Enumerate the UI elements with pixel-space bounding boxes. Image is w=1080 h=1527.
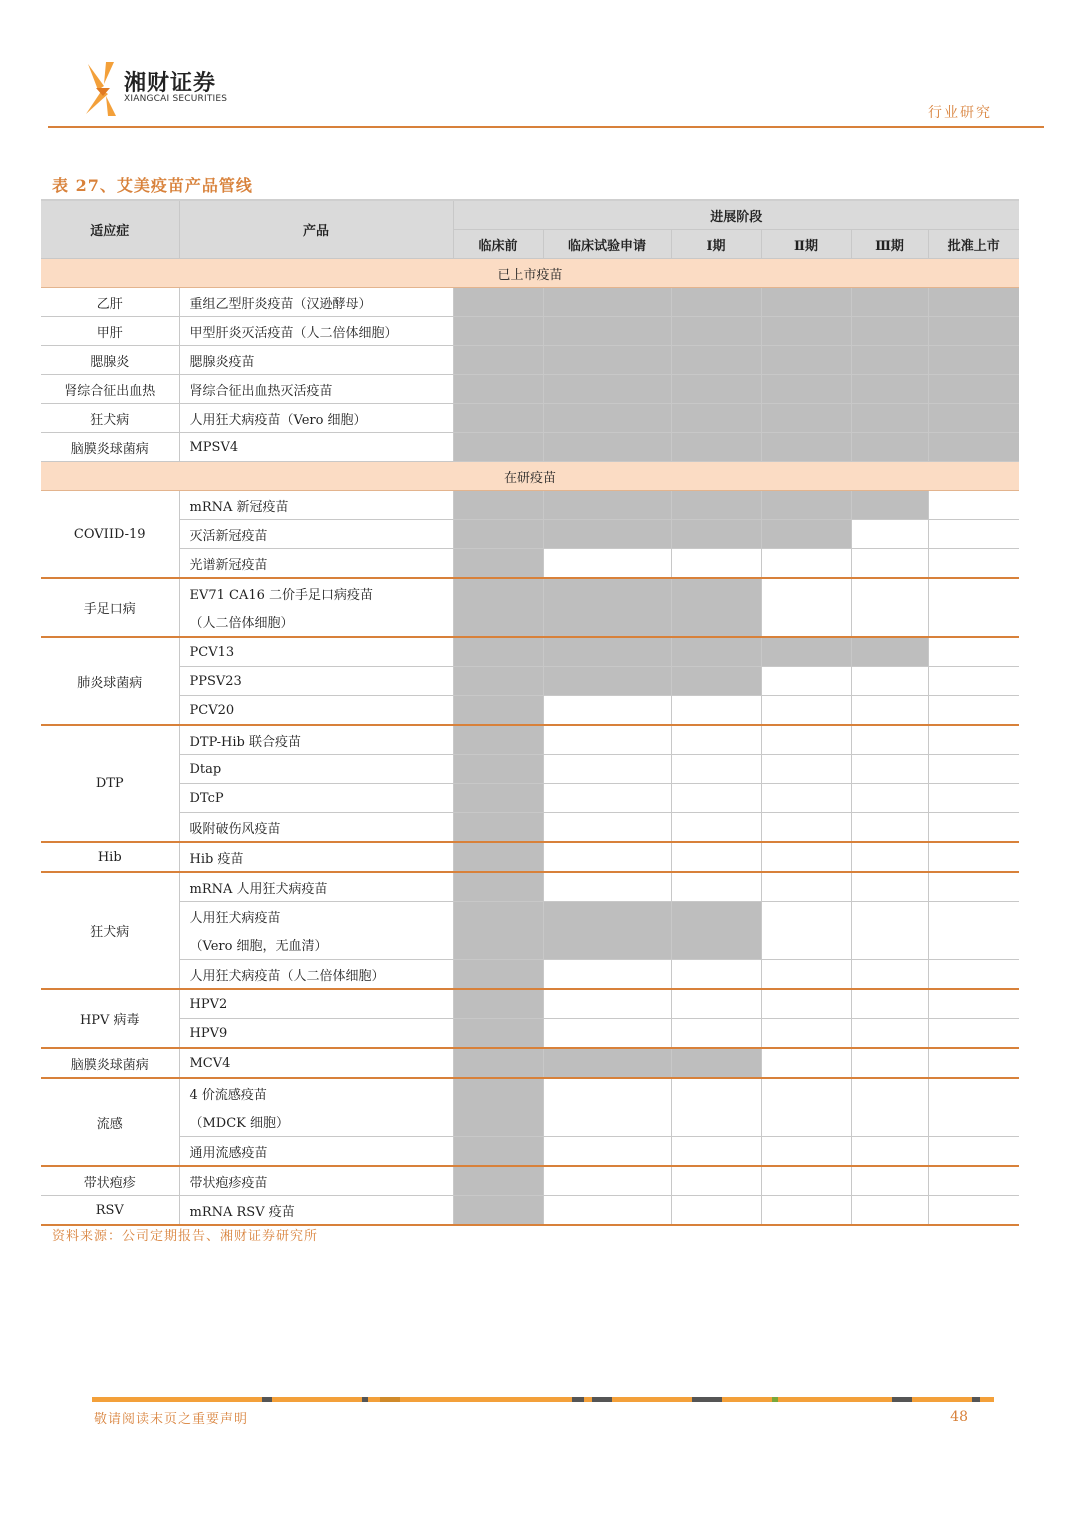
stage-header: Ⅱ期 [761, 230, 851, 259]
stage-cell-filled [851, 317, 928, 346]
stage-cell-empty [851, 813, 928, 843]
stage-cell-empty [928, 1048, 1019, 1078]
section-title: 已上市疫苗 [41, 259, 1019, 288]
product-cell [179, 549, 453, 579]
stage-cell-empty [671, 872, 761, 902]
table-row [41, 491, 1019, 520]
product-cell [179, 578, 453, 637]
stage-cell-empty [761, 784, 851, 813]
product-name: HPV9 [189, 1025, 228, 1041]
stage-cell-empty [928, 960, 1019, 990]
stage-cell-empty [851, 1048, 928, 1078]
stage-cell-empty [761, 960, 851, 990]
stage-cell-filled [453, 960, 543, 990]
stage-cell-filled [761, 346, 851, 375]
stage-cell-empty [671, 784, 761, 813]
indication-cell: RSV [41, 1196, 179, 1226]
stage-cell-filled [453, 725, 543, 755]
stage-cell-empty [671, 842, 761, 872]
stage-cell-empty [761, 1019, 851, 1049]
stage-cell-filled [543, 346, 671, 375]
stage-cell-filled [851, 288, 928, 317]
indication-cell: 脑膜炎球菌病 [41, 433, 179, 462]
stage-cell-empty [671, 1196, 761, 1226]
stage-cell-empty [928, 902, 1019, 960]
stage-cell-filled [453, 549, 543, 579]
stage-cell-filled [543, 1048, 671, 1078]
stage-cell-empty [851, 667, 928, 696]
section-row [41, 259, 1019, 288]
product-name: 人用狂犬病疫苗（Vero 细胞） [189, 412, 367, 428]
stage-cell-filled [761, 520, 851, 549]
stage-cell-empty [928, 667, 1019, 696]
stage-cell-filled [453, 346, 543, 375]
product-name: 灭活新冠疫苗 [189, 528, 268, 544]
product-name: mRNA RSV 疫苗 [189, 1204, 295, 1220]
stage-cell-filled [671, 520, 761, 549]
table-row [41, 696, 1019, 726]
indication-cell: 狂犬病 [41, 404, 179, 433]
stage-cell-empty [928, 755, 1019, 784]
stage-cell-filled [453, 1196, 543, 1226]
stage-header: 临床试验申请 [543, 230, 671, 259]
stage-cell-filled [543, 578, 671, 637]
stage-cell-empty [851, 872, 928, 902]
stage-cell-empty [671, 549, 761, 579]
stage-cell-empty [761, 813, 851, 843]
indication-cell: 腮腺炎 [41, 346, 179, 375]
stage-cell-filled [761, 317, 851, 346]
table-row [41, 1048, 1019, 1078]
stage-cell-empty [761, 667, 851, 696]
stage-cell-empty [761, 902, 851, 960]
column-header-stage-group: 进展阶段 [453, 200, 1019, 230]
stage-cell-filled [543, 433, 671, 462]
stage-cell-filled [453, 1137, 543, 1167]
stage-cell-empty [761, 872, 851, 902]
product-name: MCV4 [189, 1055, 231, 1071]
product-cell [179, 317, 453, 346]
stage-cell-empty [543, 1166, 671, 1196]
stage-cell-filled [453, 1019, 543, 1049]
table-row [41, 637, 1019, 667]
stage-cell-empty [543, 842, 671, 872]
table-row [41, 667, 1019, 696]
product-name: 4 价流感疫苗 [189, 1088, 267, 1103]
stage-cell-filled [671, 1048, 761, 1078]
stage-cell-filled [543, 491, 671, 520]
stage-cell-filled [851, 375, 928, 404]
stage-cell-empty [761, 549, 851, 579]
stage-cell-filled [453, 842, 543, 872]
stage-cell-empty [928, 842, 1019, 872]
stage-cell-empty [851, 1166, 928, 1196]
stage-cell-empty [761, 1166, 851, 1196]
product-cell [179, 784, 453, 813]
stage-cell-empty [928, 1019, 1019, 1049]
table-row [41, 1078, 1019, 1137]
product-cell [179, 872, 453, 902]
stage-cell-empty [851, 578, 928, 637]
product-name: DTcP [189, 790, 224, 806]
stage-cell-filled [453, 404, 543, 433]
pipeline-body [41, 259, 1019, 1226]
stage-cell-empty [928, 989, 1019, 1019]
stage-cell-filled [453, 1078, 543, 1137]
indication-cell: 乙肝 [41, 288, 179, 317]
stage-cell-empty [761, 755, 851, 784]
table-row [41, 842, 1019, 872]
stage-cell-filled [453, 1048, 543, 1078]
stage-cell-filled [453, 696, 543, 726]
stage-cell-filled [671, 288, 761, 317]
product-cell [179, 520, 453, 549]
stage-header: Ⅰ期 [671, 230, 761, 259]
product-cell [179, 1048, 453, 1078]
table-title: 表 27、艾美疫苗产品管线 [52, 176, 253, 195]
stage-cell-empty [761, 1196, 851, 1226]
stage-header: Ⅲ期 [851, 230, 928, 259]
stage-cell-empty [851, 1137, 928, 1167]
table-row [41, 375, 1019, 404]
stage-cell-empty [851, 1019, 928, 1049]
stage-cell-filled [851, 433, 928, 462]
stage-cell-filled [928, 346, 1019, 375]
stage-header: 批准上市 [928, 230, 1019, 259]
page-number: 48 [950, 1409, 968, 1425]
product-cell [179, 842, 453, 872]
stage-cell-empty [543, 960, 671, 990]
stage-cell-empty [761, 1078, 851, 1137]
stage-cell-filled [851, 404, 928, 433]
stage-cell-filled [928, 404, 1019, 433]
stage-cell-empty [671, 1166, 761, 1196]
logo-text-cn: 湘财证券 [124, 71, 217, 96]
stage-header: 临床前 [453, 230, 543, 259]
product-name: 人用狂犬病疫苗 [189, 911, 281, 926]
stage-cell-empty [928, 637, 1019, 667]
product-cell [179, 404, 453, 433]
stage-cell-filled [671, 404, 761, 433]
source-note: 资料来源：公司定期报告、湘财证券研究所 [52, 1229, 319, 1244]
stage-cell-filled [543, 288, 671, 317]
stage-cell-filled [671, 491, 761, 520]
stage-cell-filled [453, 872, 543, 902]
stage-cell-empty [851, 842, 928, 872]
stage-cell-empty [761, 696, 851, 726]
indication-cell: COVIID-19 [41, 491, 179, 579]
table-row [41, 288, 1019, 317]
product-cell [179, 960, 453, 990]
stage-cell-empty [851, 755, 928, 784]
stage-cell-empty [543, 1196, 671, 1226]
stage-cell-filled [761, 288, 851, 317]
stage-cell-filled [453, 637, 543, 667]
table-row [41, 549, 1019, 579]
indication-cell: 带状疱疹 [41, 1166, 179, 1196]
product-name: （人二倍体细胞） [189, 616, 294, 631]
stage-cell-empty [761, 989, 851, 1019]
table-row [41, 989, 1019, 1019]
stage-cell-empty [543, 1019, 671, 1049]
product-cell [179, 813, 453, 843]
stage-cell-empty [671, 1137, 761, 1167]
table-row [41, 346, 1019, 375]
product-name: 重组乙型肝炎疫苗（汉逊酵母） [189, 296, 372, 312]
stage-cell-filled [453, 578, 543, 637]
table-row [41, 755, 1019, 784]
stage-cell-empty [928, 549, 1019, 579]
stage-cell-filled [761, 637, 851, 667]
table-row [41, 813, 1019, 843]
stage-cell-empty [543, 1137, 671, 1167]
table-row [41, 520, 1019, 549]
stage-cell-filled [453, 317, 543, 346]
product-cell [179, 375, 453, 404]
product-cell [179, 1196, 453, 1226]
stage-cell-filled [671, 375, 761, 404]
stage-cell-filled [453, 755, 543, 784]
footer-notice: 敬请阅读末页之重要声明 [94, 1412, 249, 1427]
stage-cell-empty [851, 960, 928, 990]
product-name: 腮腺炎疫苗 [189, 354, 255, 370]
product-name: PPSV23 [189, 673, 242, 689]
product-name: PCV13 [189, 644, 235, 660]
stage-cell-empty [928, 1166, 1019, 1196]
stage-cell-filled [851, 637, 928, 667]
stage-cell-empty [851, 784, 928, 813]
section-row [41, 462, 1019, 491]
table-row [41, 404, 1019, 433]
product-cell [179, 989, 453, 1019]
table-row [41, 578, 1019, 637]
stage-cell-filled [671, 667, 761, 696]
product-name: DTP-Hib 联合疫苗 [189, 734, 301, 750]
product-name: 光谱新冠疫苗 [189, 557, 268, 573]
indication-cell: 狂犬病 [41, 872, 179, 989]
stage-cell-filled [453, 491, 543, 520]
stage-cell-empty [851, 1078, 928, 1137]
stage-cell-empty [761, 1137, 851, 1167]
product-cell [179, 637, 453, 667]
stage-cell-filled [543, 637, 671, 667]
company-logo [84, 58, 234, 118]
table-row [41, 725, 1019, 755]
stage-cell-filled [928, 288, 1019, 317]
stage-cell-empty [851, 725, 928, 755]
stage-cell-empty [928, 696, 1019, 726]
stage-cell-empty [671, 725, 761, 755]
product-cell [179, 1078, 453, 1137]
table-row [41, 317, 1019, 346]
stage-cell-filled [543, 667, 671, 696]
stage-cell-filled [928, 317, 1019, 346]
product-name: 肾综合征出血热灭活疫苗 [189, 383, 333, 399]
stage-cell-empty [851, 902, 928, 960]
stage-cell-filled [543, 404, 671, 433]
indication-cell: Hib [41, 842, 179, 872]
stage-cell-filled [671, 578, 761, 637]
product-cell [179, 491, 453, 520]
column-header-product: 产品 [179, 200, 453, 259]
stage-cell-empty [928, 725, 1019, 755]
stage-cell-empty [761, 842, 851, 872]
indication-cell: 流感 [41, 1078, 179, 1166]
product-name: MPSV4 [189, 439, 239, 455]
footer-divider [92, 1397, 994, 1402]
stage-cell-empty [543, 549, 671, 579]
stage-cell-empty [543, 989, 671, 1019]
stage-cell-filled [453, 667, 543, 696]
product-cell [179, 725, 453, 755]
stage-cell-filled [928, 375, 1019, 404]
stage-cell-empty [671, 1019, 761, 1049]
indication-cell: 甲肝 [41, 317, 179, 346]
stage-cell-empty [761, 578, 851, 637]
table-row [41, 433, 1019, 462]
stage-cell-empty [851, 696, 928, 726]
table-row [41, 1196, 1019, 1226]
stage-cell-empty [543, 755, 671, 784]
stage-cell-empty [928, 872, 1019, 902]
logo-mark-icon [84, 60, 118, 118]
stage-cell-filled [761, 433, 851, 462]
stage-cell-empty [543, 872, 671, 902]
product-name: mRNA 人用狂犬病疫苗 [189, 881, 328, 897]
product-name: Hib 疫苗 [189, 851, 244, 867]
product-name: PCV20 [189, 702, 235, 718]
stage-cell-filled [453, 813, 543, 843]
stage-cell-filled [453, 784, 543, 813]
stage-cell-filled [761, 491, 851, 520]
stage-cell-empty [928, 1196, 1019, 1226]
stage-cell-empty [928, 1137, 1019, 1167]
product-cell [179, 433, 453, 462]
product-cell [179, 696, 453, 726]
stage-cell-empty [671, 989, 761, 1019]
logo-text-en: XIANGCAI SECURITIES [124, 94, 228, 104]
product-cell [179, 1137, 453, 1167]
table-row [41, 1019, 1019, 1049]
table-row [41, 872, 1019, 902]
stage-cell-empty [543, 813, 671, 843]
product-cell [179, 755, 453, 784]
header-divider [48, 126, 1044, 128]
product-cell [179, 1166, 453, 1196]
stage-cell-filled [761, 404, 851, 433]
stage-cell-empty [928, 1078, 1019, 1137]
product-cell [179, 1019, 453, 1049]
table-row [41, 784, 1019, 813]
product-name: 带状疱疹疫苗 [189, 1175, 268, 1191]
product-cell [179, 667, 453, 696]
stage-cell-empty [543, 784, 671, 813]
stage-cell-filled [928, 433, 1019, 462]
stage-cell-empty [928, 578, 1019, 637]
stage-cell-empty [928, 784, 1019, 813]
stage-cell-filled [671, 317, 761, 346]
indication-cell: 肺炎球菌病 [41, 637, 179, 725]
stage-cell-filled [453, 902, 543, 960]
indication-cell: DTP [41, 725, 179, 842]
product-name: 吸附破伤风疫苗 [189, 821, 281, 837]
stage-cell-filled [671, 346, 761, 375]
stage-cell-filled [671, 902, 761, 960]
indication-cell: 肾综合征出血热 [41, 375, 179, 404]
stage-cell-filled [543, 520, 671, 549]
stage-cell-filled [851, 491, 928, 520]
section-title: 在研疫苗 [41, 462, 1019, 491]
indication-cell: 脑膜炎球菌病 [41, 1048, 179, 1078]
stage-cell-filled [453, 288, 543, 317]
stage-cell-empty [761, 725, 851, 755]
stage-cell-empty [928, 520, 1019, 549]
stage-cell-empty [851, 1196, 928, 1226]
product-name: Dtap [189, 761, 222, 777]
stage-cell-filled [543, 902, 671, 960]
stage-cell-filled [671, 433, 761, 462]
stage-cell-filled [543, 375, 671, 404]
stage-cell-empty [671, 755, 761, 784]
indication-cell: HPV 病毒 [41, 989, 179, 1048]
stage-cell-empty [851, 989, 928, 1019]
stage-cell-empty [671, 960, 761, 990]
indication-cell: 手足口病 [41, 578, 179, 637]
stage-cell-empty [928, 813, 1019, 843]
table-row [41, 960, 1019, 990]
pipeline-table [41, 199, 1019, 1226]
stage-cell-empty [543, 1078, 671, 1137]
product-name: （Vero 细胞，无血清） [189, 939, 328, 954]
stage-cell-empty [928, 491, 1019, 520]
product-name: （MDCK 细胞） [189, 1116, 290, 1131]
stage-cell-filled [453, 520, 543, 549]
product-cell [179, 902, 453, 960]
product-name: 甲型肝炎灭活疫苗（人二倍体细胞） [189, 325, 398, 341]
product-name: 人用狂犬病疫苗（人二倍体细胞） [189, 968, 385, 984]
stage-cell-filled [761, 375, 851, 404]
stage-cell-filled [453, 989, 543, 1019]
product-cell [179, 288, 453, 317]
stage-cell-filled [543, 317, 671, 346]
column-header-indication: 适应症 [41, 200, 179, 259]
table-row [41, 902, 1019, 960]
stage-cell-filled [453, 433, 543, 462]
stage-cell-empty [543, 696, 671, 726]
stage-cell-empty [671, 696, 761, 726]
product-name: mRNA 新冠疫苗 [189, 499, 289, 515]
stage-cell-filled [453, 1166, 543, 1196]
stage-cell-empty [761, 1048, 851, 1078]
stage-cell-filled [851, 346, 928, 375]
stage-cell-empty [851, 520, 928, 549]
stage-cell-filled [671, 637, 761, 667]
product-name: EV71 CA16 二价手足口病疫苗 [189, 588, 374, 603]
stage-cell-empty [851, 549, 928, 579]
table-row [41, 1166, 1019, 1196]
stage-cell-empty [671, 1078, 761, 1137]
product-name: 通用流感疫苗 [189, 1145, 268, 1161]
stage-cell-empty [543, 725, 671, 755]
table-row [41, 1137, 1019, 1167]
stage-cell-empty [671, 813, 761, 843]
product-cell [179, 346, 453, 375]
report-category: 行业研究 [928, 105, 992, 121]
product-name: HPV2 [189, 996, 228, 1012]
stage-cell-filled [453, 375, 543, 404]
